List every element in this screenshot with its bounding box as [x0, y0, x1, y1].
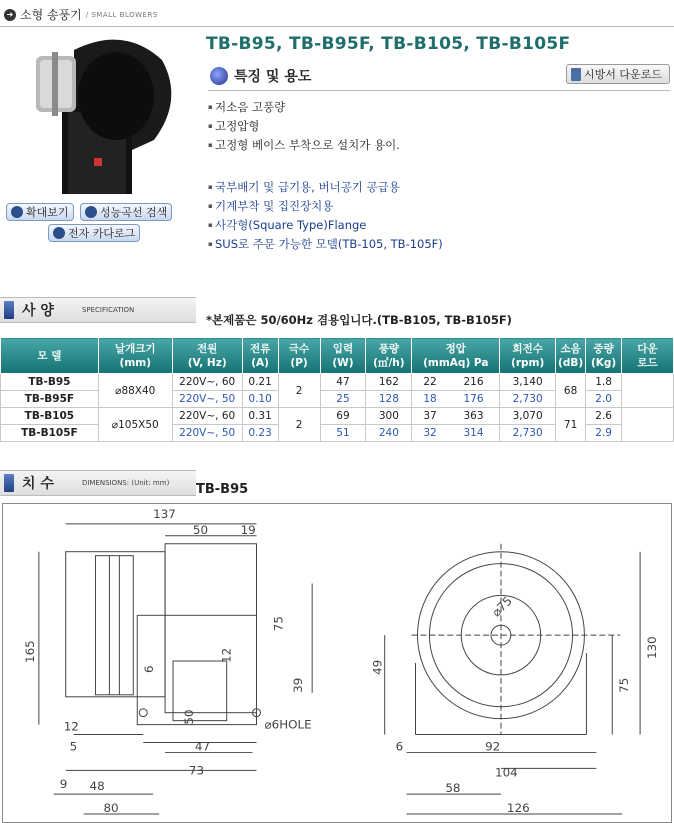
dim-80: 80 — [103, 801, 119, 816]
dim-r126: 126 — [506, 801, 530, 816]
dim-48: 48 — [89, 779, 105, 794]
cell-current: 0.23 — [242, 425, 278, 442]
dim-r75: 75 — [617, 677, 632, 693]
dim-12b: 12 — [63, 719, 79, 734]
dim-rphi: ⌀75 — [489, 593, 515, 620]
spec-section-bar — [0, 297, 196, 323]
catalog-label: 전자 카다로그 — [68, 227, 136, 240]
arrow-right-icon: ➜ — [4, 9, 16, 21]
curve-search-button[interactable] — [80, 203, 172, 221]
dim-r49: 49 — [370, 659, 385, 675]
cell-pa: 176 — [448, 391, 500, 408]
cell-mmaq: 18 — [412, 391, 448, 408]
cell-current: 0.10 — [242, 391, 278, 408]
cell-power: 220V~, 60 — [172, 408, 242, 425]
col-power: 전원 (V, Hz) — [172, 338, 242, 374]
dim-r6: 6 — [395, 739, 404, 754]
dim-section-sub: DIMENSIONS: (Unit: mm) — [81, 479, 170, 487]
dim-5: 5 — [69, 739, 78, 754]
cell-input: 51 — [320, 425, 366, 442]
table-header — [1, 338, 674, 374]
dim-12: 12 — [219, 647, 234, 663]
cell-current: 0.31 — [242, 408, 278, 425]
cell-noise: 68 — [556, 374, 586, 408]
curve-label: 성능곡선 검색 — [100, 206, 168, 219]
cell-model: TB-B105 — [1, 408, 99, 425]
cell-flow: 240 — [366, 425, 412, 442]
section-marker-icon — [4, 474, 14, 492]
list-item: ▪ SUS로 주문 가능한 모델(TB-105, TB-105F) — [208, 235, 443, 254]
cell-weight: 2.9 — [586, 425, 622, 442]
cell-mmaq: 32 — [412, 425, 448, 442]
breadcrumb-title: 소형 송풍기 — [20, 8, 82, 22]
cell-weight: 1.8 — [586, 374, 622, 391]
cell-rpm: 2,730 — [500, 391, 556, 408]
cell-model: TB-B95 — [1, 374, 99, 391]
list-item: ▪ 저소음 고풍량 — [208, 98, 400, 117]
col-flow: 풍량 (㎥/h) — [366, 338, 412, 374]
drawing-model: TB-B95 — [196, 482, 249, 497]
features-heading — [210, 66, 311, 86]
document-icon — [571, 68, 581, 81]
dim-19: 19 — [240, 522, 256, 537]
features-heading-text: 특징 및 용도 — [234, 69, 312, 85]
dim-9: 9 — [59, 777, 68, 792]
dim-section-title: 치 수 — [22, 476, 54, 492]
dim-75: 75 — [271, 616, 286, 632]
cell-poles: 2 — [278, 374, 320, 408]
dim-r92: 92 — [485, 739, 501, 754]
dim-73: 73 — [188, 763, 205, 778]
download-label: 시방서 다운로드 — [584, 68, 662, 81]
spec-table — [0, 337, 674, 442]
cell-mmaq: 22 — [412, 374, 448, 391]
cell-input: 25 — [320, 391, 366, 408]
cell-rpm: 3,070 — [500, 408, 556, 425]
list-item: ▪ 사각형(Square Type)Flange — [208, 216, 443, 235]
cell-power: 220V~, 60 — [172, 374, 242, 391]
cell-download[interactable] — [622, 374, 674, 408]
section-marker-icon — [4, 301, 14, 319]
cell-input: 69 — [320, 408, 366, 425]
list-item: ▪ 기계부착 및 집진장치용 — [208, 197, 443, 216]
cell-download[interactable] — [622, 408, 674, 442]
table-row — [1, 408, 674, 425]
zoom-button[interactable] — [6, 203, 74, 221]
col-current: 전류 (A) — [242, 338, 278, 374]
table-row — [1, 374, 674, 391]
cell-power: 220V~, 50 — [172, 425, 242, 442]
product-photo — [34, 30, 184, 196]
col-model: 모 델 — [1, 338, 99, 374]
spec-note: *본제품은 50/60Hz 겸용입니다.(TB-B105, TB-B105F) — [206, 313, 512, 327]
bullet-orb-icon — [210, 67, 228, 85]
catalog-icon — [53, 227, 65, 239]
cell-mmaq: 37 — [412, 408, 448, 425]
cell-power: 220V~, 50 — [172, 391, 242, 408]
col-rpm: 회전수 (rpm) — [500, 338, 556, 374]
dim-6hole: ⌀6HOLE — [264, 717, 312, 732]
col-download: 다운 로드 — [622, 338, 674, 374]
dim-137: 137 — [153, 506, 176, 521]
catalog-button[interactable] — [48, 224, 140, 242]
dim-50b: 50 — [181, 709, 196, 725]
col-blade: 날개크기 (mm) — [98, 338, 172, 374]
col-pressure: 정압 (mmAq) Pa — [412, 338, 500, 374]
breadcrumb-sub: / SMALL BLOWERS — [85, 10, 158, 19]
col-input: 입력 (W) — [320, 338, 366, 374]
col-poles: 극수 (P) — [278, 338, 320, 374]
product-title: TB-B95, TB-B95F, TB-B105, TB-B105F — [206, 34, 571, 54]
magnifier-icon — [11, 206, 23, 218]
dimension-drawing — [2, 503, 672, 823]
dim-47: 47 — [194, 739, 211, 754]
side-view — [39, 524, 312, 814]
usage-list — [208, 178, 443, 254]
list-item: ▪ 국부배기 및 급기용, 버너공기 공급용 — [208, 178, 443, 197]
feature-list — [208, 98, 400, 155]
cell-weight: 2.6 — [586, 408, 622, 425]
list-item: ▪ 고정압형 — [208, 117, 400, 136]
cell-flow: 128 — [366, 391, 412, 408]
divider — [0, 26, 674, 27]
dim-50: 50 — [192, 522, 209, 537]
cell-noise: 71 — [556, 408, 586, 442]
cell-current: 0.21 — [242, 374, 278, 391]
cell-input: 47 — [320, 374, 366, 391]
cell-flow: 162 — [366, 374, 412, 391]
cell-rpm: 3,140 — [500, 374, 556, 391]
dim-section-bar — [0, 470, 196, 496]
cell-rpm: 2,730 — [500, 425, 556, 442]
cell-pa: 363 — [448, 408, 500, 425]
dim-165: 165 — [22, 640, 37, 663]
dim-r58: 58 — [445, 781, 461, 796]
spec-section-title: 사 양 — [22, 303, 54, 319]
cell-blade: ⌀105X50 — [98, 408, 172, 442]
curve-icon — [85, 206, 97, 218]
cell-model: TB-B95F — [1, 391, 99, 408]
breadcrumb — [4, 6, 158, 23]
col-weight: 중량 (Kg) — [586, 338, 622, 374]
dim-39: 39 — [291, 677, 306, 693]
cell-model: TB-B105F — [1, 425, 99, 442]
cell-poles: 2 — [278, 408, 320, 442]
divider — [208, 90, 670, 91]
cell-weight: 2.0 — [586, 391, 622, 408]
dim-r104: 104 — [495, 765, 518, 780]
list-item: ▪ 고정형 베이스 부착으로 설치가 용이. — [208, 136, 400, 155]
cell-blade: ⌀88X40 — [98, 374, 172, 408]
cell-flow: 300 — [366, 408, 412, 425]
zoom-label: 확대보기 — [26, 206, 69, 219]
col-noise: 소음 (dB) — [556, 338, 586, 374]
cell-pa: 314 — [448, 425, 500, 442]
dim-6: 6 — [142, 665, 157, 673]
spec-download-button[interactable] — [566, 64, 670, 84]
cell-pa: 216 — [448, 374, 500, 391]
dim-r130: 130 — [644, 636, 659, 660]
spec-section-sub: SPECIFICATION — [81, 306, 135, 314]
